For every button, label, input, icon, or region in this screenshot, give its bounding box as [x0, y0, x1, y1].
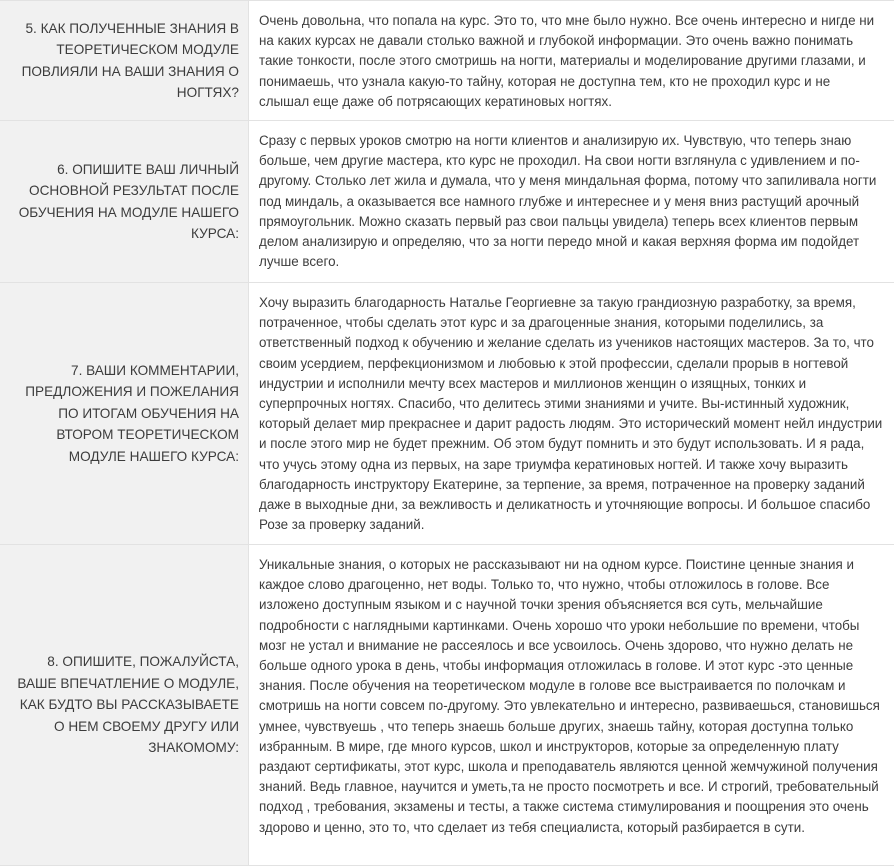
answer-cell — [249, 1, 894, 120]
answer-cell — [249, 283, 894, 544]
answer-cell — [249, 121, 894, 282]
answer-cell — [249, 545, 894, 865]
question-cell — [0, 545, 249, 865]
answer-text: Сразу с первых уроков смотрю на ногти клиентов и анализирую их. Чувствую, что теперь знаю больше, чем другие мастера, кто курс не проходил. На свои ногти взглянула с удивлением и по-другому. Столько лет жила и думала, что у меня миндальная форма, потому что запиливала ногти под миндаль, а оказывается все намного глубже и интереснее и у меня вниз растущий арочный прямоугольник. Можно сказать первый раз свои пальцы увидела) теперь всех клиентов первым делом анализирую и определяю, что за ногти передо мной и какая верхняя форма им подойдет лучше всего. — [259, 133, 877, 270]
question-cell — [0, 1, 249, 120]
answer-text: Хочу выразить благодарность Наталье Георгиевне за такую грандиозную разработку, за время, потраченное, чтобы сделать этот курс и за драгоценные знания, которыми поделились, за ответственный подход к обучению и желание сделать из учеников настоящих мастеров. За то, что своим усердием, перфекционизмом и любовью к этой профессии, сделали прорыв в ногтевой индустрии и исполнили мечту всех мастеров и миллионов женщин о изящных, тонких и суперпрочных ногтях. Спасибо, что делитесь этими знаниями и учите. Вы-истинный художник, который делает мир прекраснее и дарит радость людям. Это исторический момент нейл индустрии и после этого мир не будет прежним. Об этом будут помнить и это будут использовать. И я рада, что учусь этому одна из первых, на заре триумфа кератиновых ногтей. И также хочу выразить благодарность инструктору Екатерине, за терпение, за время, потраченное на проверку заданий даже в выходные дни, за вежливость и деликатность и уточняющие вопросы. И большое спасибо Розе за проверку заданий. — [259, 295, 883, 533]
question-text: 7. ВАШИ КОММЕНТАРИИ, ПРЕДЛОЖЕНИЯ И ПОЖЕЛАНИЯ ПО ИТОГАМ ОБУЧЕНИЯ НА ВТОРОМ ТЕОРЕТИЧЕСКОМ МОДУЛЕ НАШЕГО КУРСА: — [25, 362, 239, 464]
question-text: 6. ОПИШИТЕ ВАШ ЛИЧНЫЙ ОСНОВНОЙ РЕЗУЛЬТАТ ПОСЛЕ ОБУЧЕНИЯ НА МОДУЛЕ НАШЕГО КУРСА: — [18, 161, 239, 241]
answer-text: Очень довольна, что попала на курс. Это то, что мне было нужно. Все очень интересно и нигде ни на каких курсах не давали столько важной и глубокой информации. Это очень важно понимать такие тонкости, после этого смотришь на ногти, материалы и моделирование другими глазами, и понимаешь, что узнала какую-то тайну, которая не доступна тем, кто не проходил курс и не слышал еще даже об потрясающих кератиновых ногтях. — [259, 13, 875, 109]
question-cell — [0, 283, 249, 544]
question-text: 8. ОПИШИТЕ, ПОЖАЛУЙСТА, ВАШЕ ВПЕЧАТЛЕНИЕ О МОДУЛЕ, КАК БУДТО ВЫ РАССКАЗЫВАЕТЕ О НЕМ СВОЕМУ ДРУГУ ИЛИ ЗНАКОМОМУ: — [17, 654, 239, 756]
table-row — [0, 545, 894, 866]
table-row — [0, 1, 894, 121]
answer-text: Уникальные знания, о которых не рассказывают ни на одном курсе. Поистине ценные знания и каждое слово драгоценно, нет воды. Только то, что нужно, чтобы отложилось в голове. Все изложено доступным языком и с научной точки зрения объясняется вся суть, мельчайшие подробности с наглядными картинками. Очень хорошо что уроки небольшие по времени, чтобы мозг не устал и внимание не рассеялось и все усвоилось. Очень здорово, что нужно делать не больше одного урока в день, чтобы информация отложилась в голове. И этот курс -это ценные знания. После обучения на теоретическом модуле в голове все выстраивается по полочкам и смотришь на ногти совсем по-другому. Это увлекательно и интересно, развиваешься, становишься умнее, чувствуешь , что теперь знаешь больше других, знаешь тайну, которая доступна только избранным. В мире, где много курсов, школ и инструкторов, которые за определенную плату раздают сертификаты, этот курс, школа и преподаватель являются ценной жемчужиной получения знаний. Ведь главное, научится и уметь,та не просто посмотреть и все. И строгий, требовательный подход , требования, экзамены и тесты, а также система стимулирования и поощрения это очень здорово и ценно, это то, что сделает из тебя специалиста, который разбирается в сути. — [259, 557, 880, 835]
question-cell — [0, 121, 249, 282]
table-row — [0, 283, 894, 545]
question-text: 5. КАК ПОЛУЧЕННЫЕ ЗНАНИЯ В ТЕОРЕТИЧЕСКОМ МОДУЛЕ ПОВЛИЯЛИ НА ВАШИ ЗНАНИЯ О НОГТЯХ? — [21, 20, 239, 100]
table-row — [0, 121, 894, 283]
